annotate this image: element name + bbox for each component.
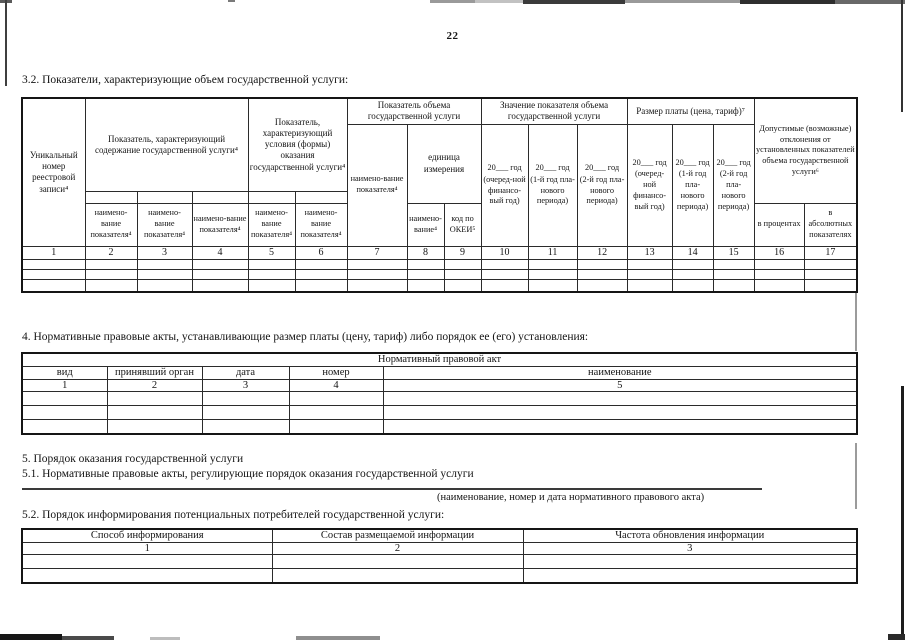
table5-column-header-row	[22, 529, 857, 542]
value-year-2-header	[528, 124, 577, 246]
scan-artifact-top-edge	[740, 0, 835, 4]
group-price-header: Размер платы (цена, тариф)⁷	[627, 98, 754, 124]
year-label: 20___ год	[487, 162, 522, 172]
empty-cell	[444, 270, 481, 280]
col-number: 1	[22, 246, 85, 260]
col-number: 2	[272, 542, 523, 555]
price-year-3-header	[713, 124, 754, 246]
empty-cell	[22, 420, 107, 434]
section-3-2-title: 3.2. Показатели, характеризующие объем государственной услуги:	[22, 74, 349, 86]
empty-cell	[627, 280, 672, 292]
empty-cell	[295, 260, 347, 270]
content-indicator-1-header: наимено-вание показателя⁴	[85, 203, 137, 246]
col-informing-method-header: Способ информирования	[22, 529, 272, 542]
col-unique-number-header: Уникальный номер реестровой записи⁴	[22, 98, 85, 246]
empty-data-row	[22, 569, 857, 583]
empty-cell	[383, 406, 857, 420]
col-update-frequency-header: Частота обновления информации	[523, 529, 857, 542]
legal-act-group-header: Нормативный правовой акт	[22, 353, 857, 366]
empty-cell	[523, 569, 857, 583]
col-authority-header: принявший орган	[107, 366, 202, 379]
empty-cell	[407, 280, 444, 292]
empty-cell	[627, 270, 672, 280]
empty-cell	[107, 420, 202, 434]
column-numbers-row	[22, 542, 857, 555]
empty-cell	[713, 270, 754, 280]
empty-cell	[107, 406, 202, 420]
empty-cell	[347, 280, 407, 292]
scan-artifact-bottom-edge	[888, 634, 905, 640]
empty-cell	[289, 420, 383, 434]
empty-data-row	[22, 420, 857, 434]
col-number: 3	[202, 379, 289, 392]
fill-in-caption: (наименование, номер и дата нормативного правового акта)	[437, 492, 705, 503]
empty-cell	[22, 260, 85, 270]
unit-name-header: наимено-вание⁴	[407, 203, 444, 246]
empty-cell	[295, 270, 347, 280]
section-5-title: 5. Порядок оказания государственной услуги	[22, 453, 244, 465]
price-year-2-header	[672, 124, 713, 246]
column-numbers-row	[22, 379, 857, 392]
col-number: 12	[577, 246, 627, 260]
empty-cell	[383, 392, 857, 406]
empty-cell	[22, 280, 85, 292]
column-numbers-row	[22, 246, 857, 260]
empty-cell	[481, 260, 528, 270]
empty-cell	[202, 406, 289, 420]
empty-cell	[804, 260, 857, 270]
scan-artifact-top-edge	[430, 0, 475, 3]
empty-cell	[85, 280, 137, 292]
empty-cell	[627, 260, 672, 270]
empty-cell	[22, 569, 272, 583]
year-label: 20___ год	[535, 162, 570, 172]
scan-artifact-top-edge	[228, 0, 235, 2]
empty-cell	[444, 280, 481, 292]
empty-cell	[577, 270, 627, 280]
scan-artifact-right-edge	[901, 386, 904, 640]
col-number: 7	[347, 246, 407, 260]
value-year-1-header	[481, 124, 528, 246]
empty-cell	[289, 392, 383, 406]
scan-artifact-bottom-edge	[296, 636, 380, 640]
empty-cell	[192, 191, 248, 203]
year-note: (очеред-ной финансо-вый год)	[633, 169, 667, 211]
empty-cell	[754, 260, 804, 270]
empty-cell	[85, 260, 137, 270]
col-number: 9	[444, 246, 481, 260]
empty-cell	[672, 260, 713, 270]
col-number: 6	[295, 246, 347, 260]
empty-cell	[137, 280, 192, 292]
empty-cell	[577, 280, 627, 292]
col-number: 5	[383, 379, 857, 392]
col-number: 16	[754, 246, 804, 260]
col-type-header: вид	[22, 366, 107, 379]
group-deviation-header: Допустимые (возможные) отклонения от установленных показателей объема государственной услуги⁶	[754, 98, 857, 203]
year-note: (2-й год пла-нового периода)	[579, 174, 625, 206]
empty-cell	[22, 555, 272, 569]
section-5-2-title: 5.2. Порядок информирования потенциальных потребителей государственной услуги:	[22, 509, 445, 521]
col-number: 10	[481, 246, 528, 260]
empty-cell	[272, 555, 523, 569]
col-number: 11	[528, 246, 577, 260]
empty-cell	[202, 392, 289, 406]
condition-indicator-1-header: наимено-вание показателя⁴	[248, 203, 295, 246]
fill-in-line	[22, 488, 762, 490]
header-row-1	[22, 98, 857, 124]
empty-cell	[137, 270, 192, 280]
col-number-header: номер	[289, 366, 383, 379]
empty-cell	[577, 260, 627, 270]
scan-artifact-top-edge	[835, 0, 905, 4]
empty-cell	[407, 260, 444, 270]
deviation-absolute-header: в абсолютных показателях	[804, 203, 857, 246]
empty-cell	[248, 191, 295, 203]
empty-cell	[22, 406, 107, 420]
year-note: (1-й год пла-нового периода)	[676, 169, 709, 211]
price-year-1-header	[627, 124, 672, 246]
empty-cell	[672, 270, 713, 280]
content-indicator-2-header: наимено-вание показателя⁴	[137, 203, 192, 246]
col-number: 3	[523, 542, 857, 555]
empty-cell	[528, 260, 577, 270]
empty-cell	[444, 260, 481, 270]
empty-cell	[804, 280, 857, 292]
scan-artifact-side-streak	[855, 443, 857, 509]
scan-artifact-side-streak	[855, 293, 857, 351]
year-note: (1-й год пла-нового периода)	[530, 174, 575, 206]
empty-cell	[804, 270, 857, 280]
col-number: 1	[22, 379, 107, 392]
col-number: 14	[672, 246, 713, 260]
condition-indicator-2-header: наимено-вание показателя⁴	[295, 203, 347, 246]
col-number: 4	[289, 379, 383, 392]
col-number: 5	[248, 246, 295, 260]
empty-cell	[137, 191, 192, 203]
year-label: 20___ год	[632, 157, 667, 167]
empty-cell	[347, 270, 407, 280]
empty-cell	[528, 280, 577, 292]
empty-cell	[248, 280, 295, 292]
empty-cell	[248, 260, 295, 270]
empty-cell	[754, 270, 804, 280]
col-number: 8	[407, 246, 444, 260]
empty-cell	[85, 191, 137, 203]
deviation-percent-header: в процентах	[754, 203, 804, 246]
empty-cell	[272, 569, 523, 583]
scan-artifact-bottom-edge	[0, 634, 62, 640]
empty-cell	[137, 260, 192, 270]
group-value-header: Значение показателя объема государственной услуги	[481, 98, 627, 124]
group-conditions-header: Показатель, характеризующий условия (формы) оказания государственной услуги⁴	[248, 98, 347, 191]
informing-consumers-table	[21, 528, 858, 584]
volume-indicator-name-header: наимено-вание показателя⁴	[347, 124, 407, 246]
empty-cell	[22, 270, 85, 280]
empty-cell	[295, 191, 347, 203]
col-number: 17	[804, 246, 857, 260]
empty-cell	[481, 280, 528, 292]
section-4-title: 4. Нормативные правовые акты, устанавливающие размер платы (цену, тариф) либо порядок ее (его) установления:	[22, 331, 589, 343]
year-note: (2-й год пла-нового периода)	[717, 169, 750, 211]
col-number: 1	[22, 542, 272, 555]
unit-okei-code-header: код по ОКЕИ⁵	[444, 203, 481, 246]
empty-cell	[295, 280, 347, 292]
empty-cell	[107, 392, 202, 406]
empty-cell	[22, 392, 107, 406]
col-number: 2	[85, 246, 137, 260]
col-date-header: дата	[202, 366, 289, 379]
scan-artifact-top-edge	[523, 0, 625, 4]
group-volume-header: Показатель объема государственной услуги	[347, 98, 481, 124]
group-content-header: Показатель, характеризующий содержание государственной услуги⁴	[85, 98, 248, 191]
scan-artifact-right-edge	[901, 0, 903, 112]
volume-indicators-table	[21, 97, 858, 293]
empty-data-row	[22, 392, 857, 406]
empty-cell	[383, 420, 857, 434]
scan-artifact-top-edge	[475, 0, 523, 3]
content-indicator-3-header: наимено-вание показателя⁴	[192, 203, 248, 246]
empty-cell	[713, 280, 754, 292]
empty-data-row	[22, 555, 857, 569]
empty-cell	[192, 280, 248, 292]
unit-of-measure-header: единица измерения	[407, 124, 481, 203]
empty-data-row	[22, 260, 857, 270]
scan-artifact-bottom-edge	[62, 636, 114, 640]
empty-cell	[202, 420, 289, 434]
table4-column-header-row	[22, 366, 857, 379]
col-information-content-header: Состав размещаемой информации	[272, 529, 523, 542]
empty-cell	[713, 260, 754, 270]
table4-group-header-row	[22, 353, 857, 366]
legal-acts-table	[21, 352, 858, 435]
empty-cell	[523, 555, 857, 569]
empty-cell	[248, 270, 295, 280]
empty-cell	[85, 270, 137, 280]
empty-cell	[754, 280, 804, 292]
col-name-header: наименование	[383, 366, 857, 379]
empty-cell	[192, 260, 248, 270]
section-5-1-title: 5.1. Нормативные правовые акты, регулирующие порядок оказания государственной услуги	[22, 468, 474, 480]
year-label: 20___ год	[584, 162, 620, 172]
value-year-3-header	[577, 124, 627, 246]
empty-data-row	[22, 280, 857, 292]
empty-cell	[528, 270, 577, 280]
empty-data-row	[22, 270, 857, 280]
col-number: 13	[627, 246, 672, 260]
scan-artifact-top-edge	[625, 0, 740, 3]
scan-artifact-left-edge	[5, 0, 7, 86]
col-number: 3	[137, 246, 192, 260]
empty-cell	[672, 280, 713, 292]
empty-data-row	[22, 406, 857, 420]
page-number: 22	[446, 30, 459, 42]
year-note: (очеред-ной финансо-вый год)	[483, 174, 526, 206]
col-number: 4	[192, 246, 248, 260]
year-label: 20___ год	[675, 157, 710, 167]
empty-cell	[289, 406, 383, 420]
empty-cell	[481, 270, 528, 280]
col-number: 15	[713, 246, 754, 260]
year-label: 20___ год	[716, 157, 751, 167]
empty-cell	[407, 270, 444, 280]
empty-cell	[347, 260, 407, 270]
empty-cell	[192, 270, 248, 280]
col-number: 2	[107, 379, 202, 392]
